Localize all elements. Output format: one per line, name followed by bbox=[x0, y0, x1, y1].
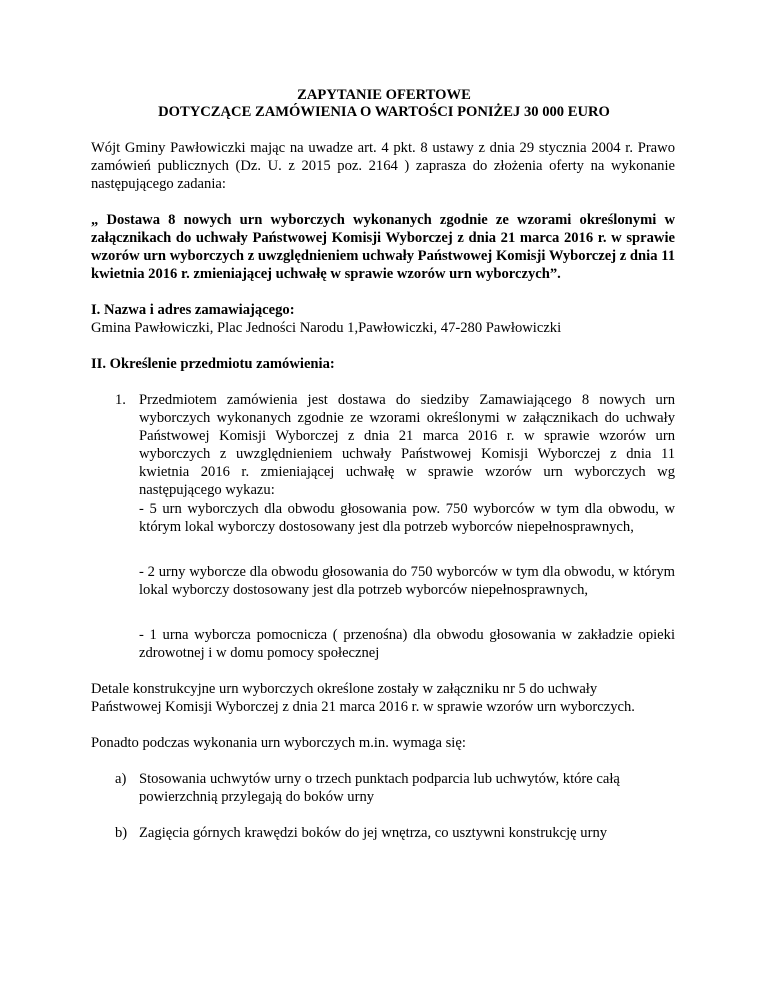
item-1-text: Przedmiotem zamówienia jest dostawa do siedziby Zamawiającego 8 nowych urn wyborczych wykonanych zgodnie ze wzorami określonymi w załącznikach do uchwały Państwowej Komisji Wyborczej z dnia 21 marca 2016 r. w sprawie wzorów urn wyborczych z uwzględnieniem uchwały Państwowej Komisji Wyborczej z dnia 11 kwietnia 2016 r. zmieniającej uchwałę w sprawie wzorów urn wyborczych wg następującego wykazu: bbox=[139, 392, 675, 498]
intro-paragraph: Wójt Gminy Pawłowiczki mając na uwadze art. 4 pkt. 8 ustawy z dnia 29 stycznia 2004 r. Prawo zamówień publicznych (Dz. U. z 2015 poz. 2164 ) zaprasza do złożenia oferty na wykonanie następującego zadania: bbox=[91, 140, 675, 192]
details-line-1: Detale konstrukcyjne urn wyborczych określone zostały w załączniku nr 5 do uchwały bbox=[91, 681, 598, 697]
document-title: ZAPYTANIE OFERTOWE bbox=[297, 87, 471, 103]
task-description: „ Dostawa 8 nowych urn wyborczych wykonanych zgodnie ze wzorami określonymi w załącznikach do uchwały Państwowej Komisji Wyborczej z dnia 21 marca 2016 r. w sprawie wzorów urn wyborczych z uwzględnieniem uchwały Państwowej Komisji Wyborczej z dnia 11 kwietnia 2016 r. zmieniającej uchwałę w sprawie wzorów urn wyborczych”. bbox=[91, 212, 675, 282]
requirement-a-letter: a) bbox=[115, 771, 127, 787]
document-subtitle: DOTYCZĄCE ZAMÓWIENIA O WARTOŚCI PONIŻEJ 30 000 EURO bbox=[158, 104, 610, 120]
requirement-b-line-1: Zagięcia górnych krawędzi boków do jej wnętrza, co usztywni konstrukcję urny bbox=[139, 825, 608, 841]
details-line-2: Państwowej Komisji Wyborczej z dnia 21 marca 2016 r. w sprawie wzorów urn wyborczych. bbox=[91, 699, 635, 715]
section-1-text: Gmina Pawłowiczki, Plac Jedności Narodu 1,Pawłowiczki, 47-280 Pawłowiczki bbox=[91, 320, 562, 336]
list-item: - 5 urn wyborczych dla obwodu głosowania pow. 750 wyborców w tym dla obwodu, w którym lokal wyborczy dostosowany jest dla potrzeb wyborców niepełnosprawnych, bbox=[139, 501, 675, 535]
requirements-intro: Ponadto podczas wykonania urn wyborczych m.in. wymaga się: bbox=[91, 735, 466, 751]
requirement-a-line-2: powierzchnią przylegają do boków urny bbox=[139, 789, 375, 805]
list-item: - 2 urny wyborcze dla obwodu głosowania do 750 wyborców w tym dla obwodu, w którym lokal wyborczy dostosowany jest dla potrzeb wyborców niepełnosprawnych, bbox=[139, 564, 675, 598]
section-1-heading: I. Nazwa i adres zamawiającego: bbox=[91, 302, 295, 318]
list-item: - 1 urna wyborcza pomocnicza ( przenośna) dla obwodu głosowania w zakładzie opieki zdrowotnej i w domu pomocy społecznej bbox=[139, 627, 675, 661]
requirement-a-line-1: Stosowania uchwytów urny o trzech punktach podparcia lub uchwytów, które całą bbox=[139, 771, 620, 787]
requirement-b-letter: b) bbox=[115, 825, 128, 841]
item-1-number: 1. bbox=[115, 392, 126, 408]
section-2-heading: II. Określenie przedmiotu zamówienia: bbox=[91, 356, 335, 372]
